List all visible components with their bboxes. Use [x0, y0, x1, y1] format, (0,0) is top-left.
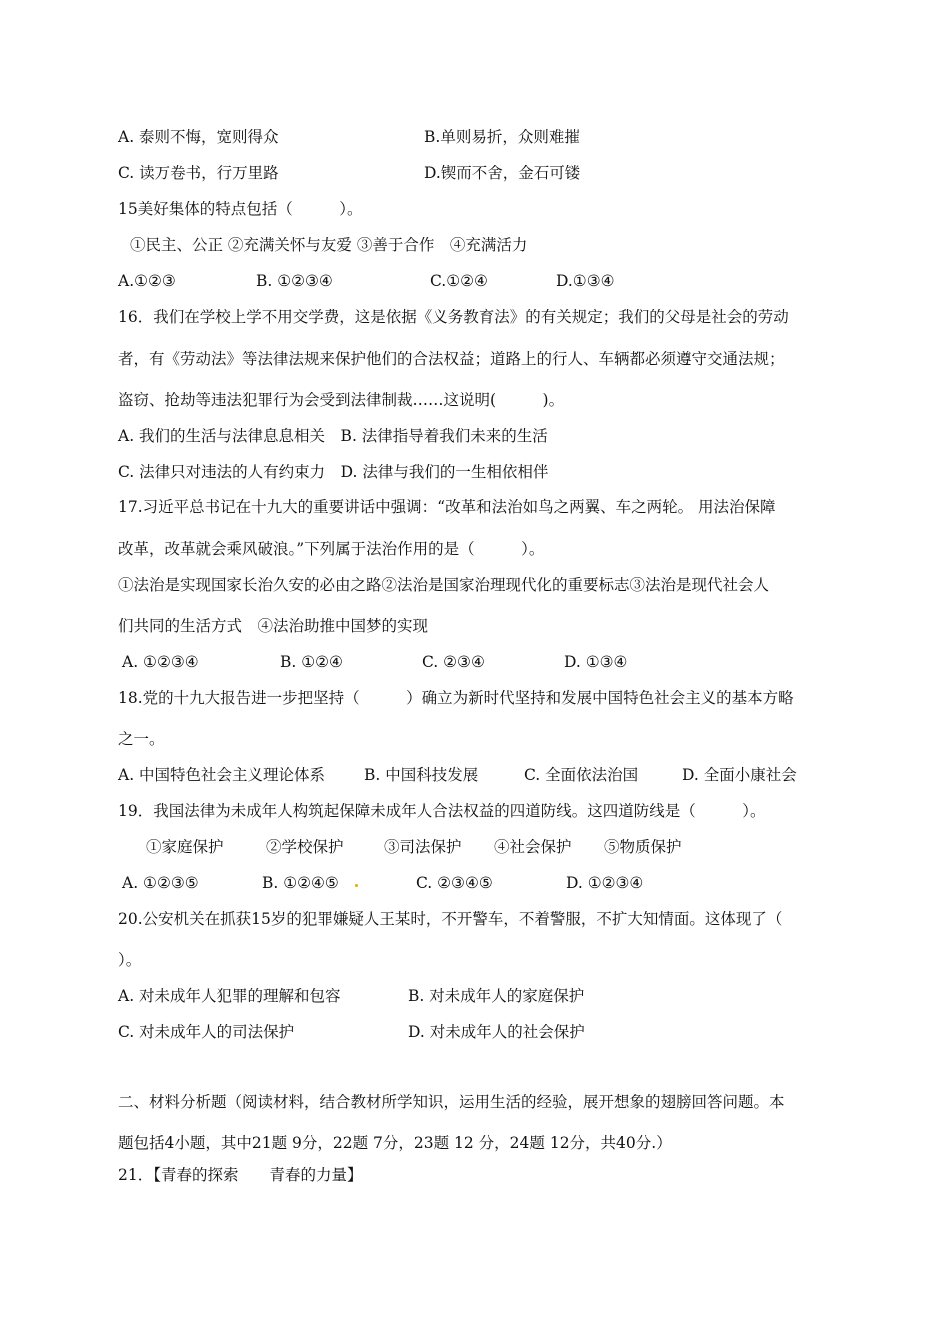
q17-stem-line-2: 改革，改革就会乘风破浪。”下列属于法治作用的是（ ）。: [118, 540, 545, 558]
q14-option-c: C. 读万卷书，行万里路: [118, 164, 279, 182]
q20-stem-line-1: 20.公安机关在抓获15岁的犯罪嫌疑人王某时，不开警车，不着警服，不扩大知情面。这体现了（: [118, 910, 783, 928]
q16-stem-line-1: 16．我们在学校上学不用交学费，这是依据《义务教育法》的有关规定；我们的父母是社会的劳动: [118, 308, 789, 326]
q16-option-cd: C. 法律只对违法的人有约束力 D. 法律与我们的一生相依相伴: [118, 463, 549, 481]
q18-stem-line-2: 之一。: [118, 730, 165, 748]
q17-items-line-2: 们共同的生活方式 ④法治助推中国梦的实现: [118, 617, 429, 635]
q18-option-a: A. 中国特色社会主义理论体系: [118, 766, 326, 784]
q17-stem-line-1: 17.习近平总书记在十九大的重要讲话中强调：“改革和法治如鸟之两翼、车之两轮。 用法治保障: [118, 498, 776, 516]
q20-option-b: B. 对未成年人的家庭保护: [408, 987, 585, 1005]
q16-stem-line-3: 盗窃、抢劫等违法犯罪行为会受到法律制裁……这说明( )。: [118, 391, 565, 409]
q18-option-c: C. 全面依法治国: [524, 766, 639, 784]
q19-option-c: C. ②③④⑤: [416, 874, 493, 892]
q17-option-d: D. ①③④: [564, 653, 628, 671]
q20-option-d: D. 对未成年人的社会保护: [408, 1023, 585, 1041]
q16-option-ab: A. 我们的生活与法律息息相关 B. 法律指导着我们未来的生活: [118, 427, 548, 445]
q21-title: 21．【青春的探索 青春的力量】: [118, 1166, 363, 1184]
q17-option-b: B. ①②④: [280, 653, 343, 671]
q15-items: ①民主、公正 ②充满关怀与友爱 ③善于合作 ④充满活力: [130, 236, 528, 254]
q16-stem-line-2: 者，有《劳动法》等法律法规来保护他们的合法权益；道路上的行人、车辆都必须遵守交通法规；: [118, 350, 785, 368]
q20-option-a: A. 对未成年人犯罪的理解和包容: [118, 987, 341, 1005]
q19-item-3: ③司法保护: [384, 838, 462, 856]
section2-heading-line-2: 题包括4小题，其中21题 9分，22题 7分，23题 12 分，24题 12分，共40分.）: [118, 1134, 672, 1152]
q20-option-c: C. 对未成年人的司法保护: [118, 1023, 295, 1041]
q19-item-2: ②学校保护: [266, 838, 344, 856]
q18-stem-line-1: 18.党的十九大报告进一步把坚持（ ）确立为新时代坚持和发展中国特色社会主义的基本方略: [118, 689, 794, 707]
q15-stem: 15美好集体的特点包括（ ）。: [118, 200, 363, 218]
q20-stem-line-2: ）。: [118, 951, 142, 969]
q14-option-a: A. 泰则不悔，宽则得众: [118, 128, 279, 146]
q19-item-4: ④社会保护: [494, 838, 572, 856]
section2-heading-line-1: 二、材料分析题（阅读材料，结合教材所学知识，运用生活的经验，展开想象的翅膀回答问题。本: [118, 1093, 785, 1111]
q14-option-d: D.锲而不舍，金石可镂: [424, 164, 581, 182]
q19-stem: 19．我国法律为未成年人构筑起保障未成年人合法权益的四道防线。这四道防线是（ ）。: [118, 802, 766, 820]
q18-option-d: D. 全面小康社会: [682, 766, 797, 784]
q15-option-d: D.①③④: [556, 272, 615, 290]
q17-option-c: C. ②③④: [422, 653, 485, 671]
q15-option-b: B. ①②③④: [256, 272, 333, 290]
q17-items-line-1: ①法治是实现国家长治久安的必由之路②法治是国家治理现代化的重要标志③法治是现代社会人: [118, 576, 770, 594]
q19-item-5: ⑤物质保护: [604, 838, 682, 856]
q15-option-c: C.①②④: [430, 272, 488, 290]
q15-option-a: A.①②③: [118, 272, 176, 290]
q19-option-b: B. ①②④⑤: [262, 874, 339, 892]
q19-option-a: A. ①②③⑤: [122, 874, 199, 892]
q17-option-a: A. ①②③④: [122, 653, 199, 671]
q19-item-1: ①家庭保护: [146, 838, 224, 856]
stray-mark-dot: [355, 884, 358, 887]
q19-option-d: D. ①②③④: [566, 874, 644, 892]
q18-option-b: B. 中国科技发展: [364, 766, 479, 784]
q14-option-b: B.单则易折，众则难摧: [424, 128, 580, 146]
